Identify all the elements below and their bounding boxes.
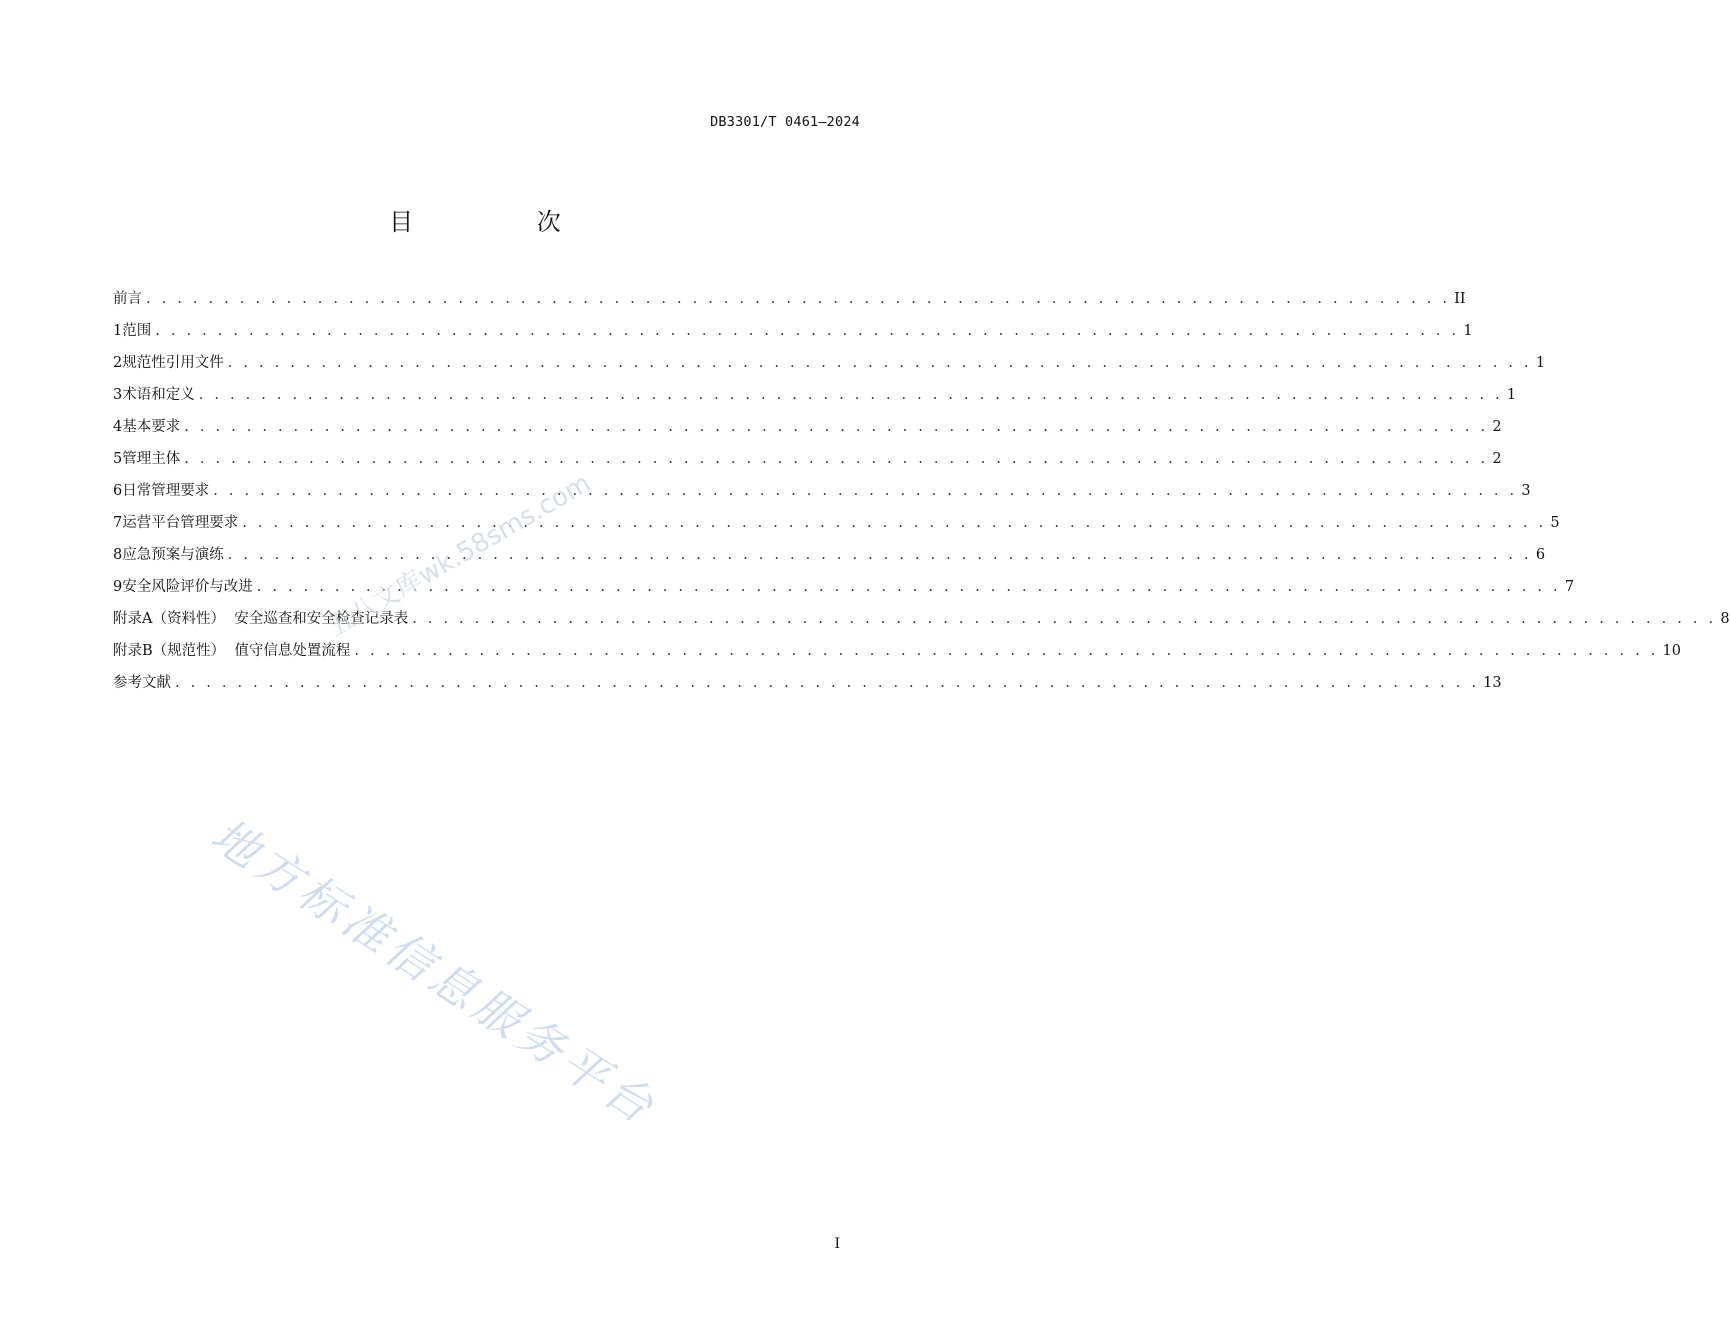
toc-entry-label: 范围 (122, 323, 152, 339)
toc-entry-page: 2 (1492, 419, 1502, 435)
toc-entry-label: 基本要求 (122, 419, 181, 435)
toc-entry-page: 2 (1492, 451, 1502, 467)
toc-entry[interactable] (113, 416, 1502, 448)
toc-entry-page: 7 (1564, 579, 1575, 595)
toc-entry-page: 13 (1483, 675, 1502, 691)
document-code: DB3301/T 0461—2024 (710, 114, 860, 130)
toc-entry-page: 6 (1535, 547, 1546, 563)
toc-entry-number: 1 (113, 323, 123, 339)
toc-entry-page: 10 (1662, 643, 1681, 659)
dot-leader: . . . . . . . . . . . . . . . . . . . . . . . . . . . . . . . . . . . . . . . . . . . . . . . . . . . . . . . . . . . . . . . . . . . . . . . . . . . . . . . . . . . . (227, 547, 1532, 563)
toc-entry-page: II (1454, 291, 1466, 307)
dot-leader: . . . . . . . . . . . . . . . . . . . . . . . . . . . . . . . . . . . . . . . . . . . . . . . . . . . . . . . . . . . . . . . . . . . . . . . . . . . . . . . . . . . . (198, 387, 1503, 403)
toc-entry[interactable] (113, 576, 1575, 608)
toc-entry[interactable] (113, 672, 1502, 704)
toc-entry-number: 4 (113, 419, 123, 435)
dot-leader: . . . . . . . . . . . . . . . . . . . . . . . . . . . . . . . . . . . . . . . . . . . . . . . . . . . . . . . . . . . . . . . . . . . . . . . . . . . . . . . . . . . . (175, 675, 1480, 691)
watermark-site: 五八文库wk.58sms.com (323, 468, 596, 644)
toc-entry-label: 安全风险评价与改进 (122, 579, 253, 595)
dot-leader: . . . . . . . . . . . . . . . . . . . . . . . . . . . . . . . . . . . . . . . . . . . . . . . . . . . . . . . . . . . . . . . . . . . . . . . . . . . . . . . . . . . . (412, 611, 1717, 627)
watermark-platform: 地方标准信息服务平台 (201, 807, 668, 1137)
dot-leader: . . . . . . . . . . . . . . . . . . . . . . . . . . . . . . . . . . . . . . . . . . . . . . . . . . . . . . . . . . . . . . . . . . . . . . . . . . . . . . . . . . . . (184, 451, 1489, 467)
toc-entry-label: 日常管理要求 (122, 483, 210, 499)
page-number: I (834, 1236, 840, 1252)
dot-leader: . . . . . . . . . . . . . . . . . . . . . . . . . . . . . . . . . . . . . . . . . . . . . . . . . . . . . . . . . . . . . . . . . . . . . . . . . . . . . . . . . . . . (227, 355, 1532, 371)
toc-entry[interactable] (113, 640, 1681, 672)
toc-entry-number: 9 (113, 579, 123, 595)
toc-entry-number: 5 (113, 451, 123, 467)
toc-entry[interactable] (113, 608, 1730, 640)
toc-entry-page: 1 (1535, 355, 1546, 371)
toc-entry-number: 3 (113, 387, 123, 403)
dot-leader: . . . . . . . . . . . . . . . . . . . . . . . . . . . . . . . . . . . . . . . . . . . . . . . . . . . . . . . . . . . . . . . . . . . . . . . . . . . . . . . . . . . . (184, 419, 1489, 435)
toc-entry-label: 参考文献 (113, 675, 171, 691)
toc-entry-number: 7 (113, 515, 123, 531)
toc-entry-number: 2 (113, 355, 123, 371)
toc-entry-label: 前言 (113, 291, 142, 307)
toc-entry-page: 1 (1463, 323, 1473, 339)
toc-entry-label: 术语和定义 (122, 387, 195, 403)
toc-entry-label: 应急预案与演练 (122, 547, 224, 563)
dot-leader: . . . . . . . . . . . . . . . . . . . . . . . . . . . . . . . . . . . . . . . . . . . . . . . . . . . . . . . . . . . . . . . . . . . . . . . . . . . . . . . . . . . . (354, 643, 1659, 659)
page-title: 目 次 (389, 208, 619, 236)
toc-entry-number: 8 (113, 547, 123, 563)
toc-entry-page: 5 (1550, 515, 1560, 531)
toc-entry-label: 规范性引用文件 (122, 355, 224, 371)
dot-leader: . . . . . . . . . . . . . . . . . . . . . . . . . . . . . . . . . . . . . . . . . . . . . . . . . . . . . . . . . . . . . . . . . . . . . . . . . . . . . . . . . . . . (242, 515, 1547, 531)
dot-leader: . . . . . . . . . . . . . . . . . . . . . . . . . . . . . . . . . . . . . . . . . . . . . . . . . . . . . . . . . . . . . . . . . . . . . . . . . . . . . . . . . . . . (155, 323, 1460, 339)
dot-leader: . . . . . . . . . . . . . . . . . . . . . . . . . . . . . . . . . . . . . . . . . . . . . . . . . . . . . . . . . . . . . . . . . . . . . . . . . . . . . . . . . . . . (256, 579, 1561, 595)
toc-entry[interactable] (113, 384, 1517, 416)
toc-entry-label: 附录A（资料性） 安全巡查和安全检查记录表 (113, 611, 409, 627)
dot-leader: . . . . . . . . . . . . . . . . . . . . . . . . . . . . . . . . . . . . . . . . . . . . . . . . . . . . . . . . . . . . . . . . . . . . . . . . . . . . . . . . . . . . (146, 291, 1451, 307)
toc-entry[interactable] (113, 448, 1502, 480)
toc-entry-page: 8 (1720, 611, 1730, 627)
toc-entry-label: 运营平台管理要求 (122, 515, 239, 531)
toc-entry-label: 管理主体 (122, 451, 181, 467)
toc-entry[interactable] (113, 352, 1546, 384)
dot-leader: . . . . . . . . . . . . . . . . . . . . . . . . . . . . . . . . . . . . . . . . . . . . . . . . . . . . . . . . . . . . . . . . . . . . . . . . . . . . . . . . . . . . (213, 483, 1518, 499)
toc-entry-page: 3 (1521, 483, 1531, 499)
toc-entry-number: 6 (113, 483, 123, 499)
table-of-contents (113, 288, 1730, 704)
toc-entry[interactable] (113, 480, 1531, 512)
toc-entry[interactable] (113, 320, 1473, 352)
toc-entry-page: 1 (1506, 387, 1517, 403)
toc-entry-label: 附录B（规范性） 值守信息处置流程 (113, 643, 351, 659)
toc-entry[interactable] (113, 288, 1466, 320)
